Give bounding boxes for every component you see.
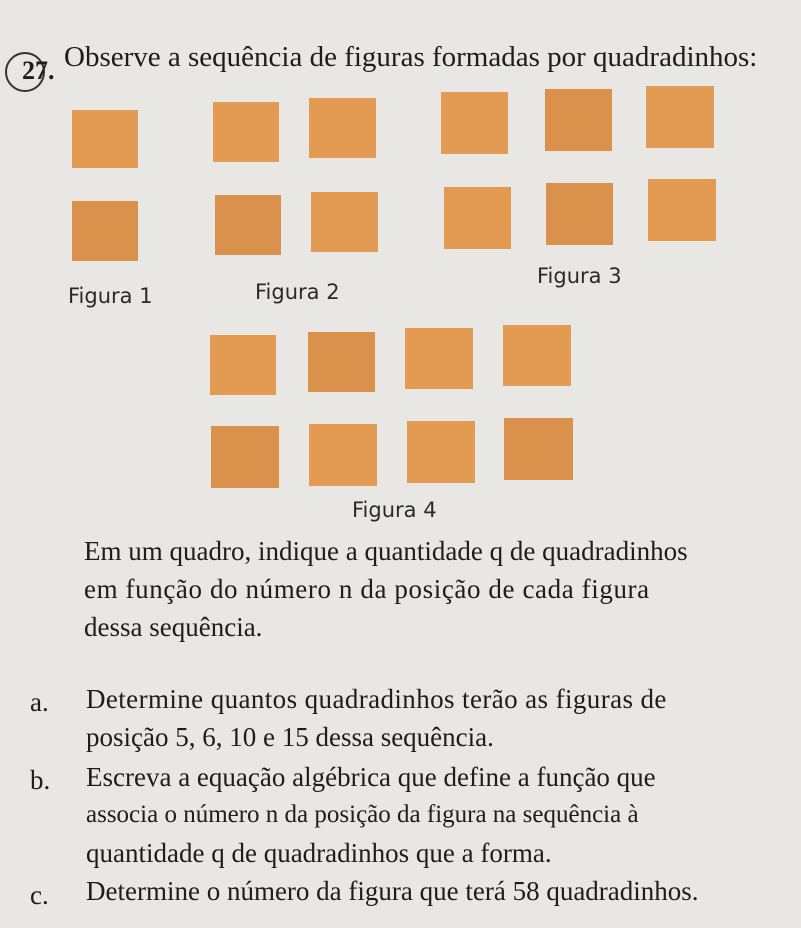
item-c-text (86, 872, 766, 910)
square (309, 424, 377, 486)
square (504, 418, 573, 480)
square (72, 201, 138, 261)
square (405, 328, 473, 389)
square (646, 86, 714, 148)
figure-4-label: Figura 4 (352, 498, 437, 522)
item-a-line-2: posição 5, 6, 10 e 15 dessa sequência. (86, 722, 494, 752)
square (72, 110, 138, 168)
instruction-paragraph (84, 532, 774, 646)
instruction-line-2: em função do número n da posição de cada figura (84, 574, 650, 604)
square (441, 92, 508, 154)
square (309, 98, 376, 158)
item-b-line-1: Escreva a equação algébrica que define a função que (86, 762, 656, 792)
item-a-letter: a. (30, 687, 49, 717)
item-b-letter: b. (30, 765, 51, 795)
square (213, 102, 279, 162)
figure-3-label: Figura 3 (537, 264, 622, 288)
square (545, 89, 612, 151)
item-c-line-1: Determine o número da figura que terá 58 quadradinhos. (86, 876, 699, 906)
square (211, 426, 279, 488)
square (215, 195, 281, 255)
instruction-line-1: Em um quadro, indique a quantidade q de quadradinhos (84, 536, 688, 566)
question-number: 27. (22, 56, 55, 85)
square (311, 192, 378, 252)
square (546, 183, 613, 245)
item-c-letter: c. (30, 880, 49, 910)
square (503, 325, 571, 386)
square (648, 179, 716, 241)
square (407, 421, 475, 483)
item-a-text (86, 680, 766, 756)
question-title: Observe a sequência de figuras formadas por quadradinhos: (64, 41, 758, 73)
item-b-text (86, 758, 766, 872)
item-b-line-3: quantidade q de quadradinhos que a forma. (86, 838, 552, 868)
square (308, 332, 375, 392)
item-a-line-1: Determine quantos quadradinhos terão as figuras de (86, 684, 667, 714)
square (444, 187, 511, 249)
item-b-line-2: associa o número n da posição da figura na sequência à (86, 801, 639, 828)
square (210, 335, 276, 395)
figure-1-label: Figura 1 (68, 284, 153, 308)
instruction-line-3: dessa sequência. (84, 612, 263, 642)
figure-2-label: Figura 2 (255, 280, 340, 304)
